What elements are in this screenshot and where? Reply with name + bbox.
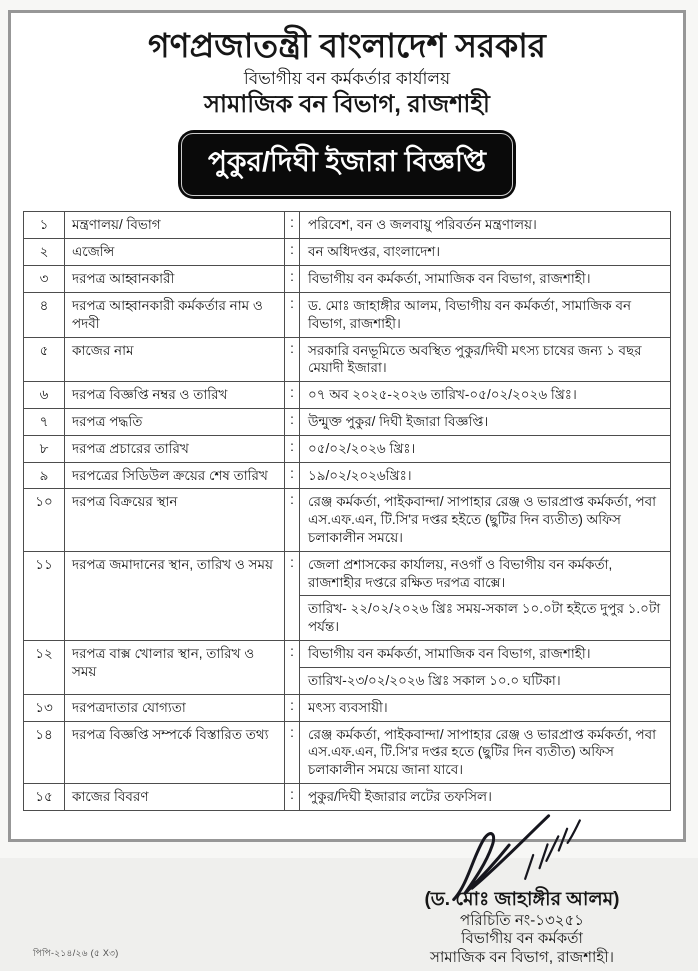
table-row (24, 408, 671, 435)
serial-cell: ১৩ (24, 694, 65, 721)
serial-cell: ১১ (24, 551, 65, 640)
value-text: বিভাগীয় বন কর্মকর্তা, সামাজিক বন বিভাগ, রাজশাহী। (308, 646, 591, 662)
colon-cell: : (285, 382, 300, 409)
value-cell (300, 239, 671, 266)
value-cell (300, 435, 671, 462)
value-text: জেলা প্রশাসকের কার্যালয়, নওগাঁ ও বিভাগীয় বন কর্মকর্তা, রাজশাহীর দপ্তরে রক্ষিত দরপত্র বাক্সে। (308, 556, 613, 590)
value-text: ড. মোঃ জাহাঙ্গীর আলম, বিভাগীয় বন কর্মকর্তা, সামাজিক বন বিভাগ, রাজশাহী। (308, 297, 632, 331)
value-cell (300, 408, 671, 435)
colon-cell: : (285, 292, 300, 337)
document-header (23, 25, 671, 199)
colon-cell: : (285, 212, 300, 239)
label-cell: মন্ত্রণালয়/ বিভাগ (65, 212, 285, 239)
colon-cell: : (285, 721, 300, 783)
serial-cell: ১২ (24, 641, 65, 695)
value-text: পরিবেশ, বন ও জলবায়ু পরিবর্তন মন্ত্রণালয়। (308, 217, 537, 233)
colon-cell: : (285, 489, 300, 551)
table-row (24, 489, 671, 551)
value-cell (300, 292, 671, 337)
label-cell: দরপত্র জমাদানের স্থান, তারিখ ও সময় (65, 551, 285, 640)
serial-cell: ১৫ (24, 783, 65, 810)
table-row (24, 266, 671, 293)
value-text: সরকারি বনভূমিতে অবস্থিত পুকুর/দিঘী মৎস্য চাষের জন্য ১ বছর মেয়াদী ইজারা। (308, 342, 642, 376)
table-row (24, 721, 671, 783)
notice-title-wrap (23, 130, 671, 199)
table-row (24, 382, 671, 409)
table-row (24, 292, 671, 337)
value-cell (300, 721, 671, 783)
colon-cell: : (285, 551, 300, 640)
table-row (24, 239, 671, 266)
colon-cell: : (285, 783, 300, 810)
value-cell (300, 212, 671, 239)
colon-cell: : (285, 694, 300, 721)
serial-cell: ২ (24, 239, 65, 266)
value-cell (300, 641, 671, 695)
value-cell (300, 462, 671, 489)
office-name: বিভাগীয় বন কর্মকর্তার কার্যালয় (243, 69, 451, 89)
value-cell (300, 783, 671, 810)
value-text: রেঞ্জ কর্মকর্তা, পাইকবান্দা/ সাপাহার রেঞ্জ ও ভারপ্রাপ্ত কর্মকর্তা, পবা এস.এফ.এন, টি.সি'র দপ্তর হইতে (ছুটির দিন ব্যতীত) অফিস চলাকালীন সময়ে। (308, 494, 657, 545)
value-cell (300, 551, 671, 640)
colon-cell: : (285, 462, 300, 489)
notice-table (23, 211, 671, 810)
government-title: গণপ্রজাতন্ত্রী বাংলাদেশ সরকার (148, 27, 546, 64)
label-cell: দরপত্র বিক্রয়ের স্থান (65, 489, 285, 551)
document-footer (23, 813, 671, 971)
serial-cell: ৪ (24, 292, 65, 337)
table-row (24, 212, 671, 239)
label-cell: দরপত্রের সিডিউল ক্রয়ের শেষ তারিখ (65, 462, 285, 489)
colon-cell: : (285, 337, 300, 382)
table-row (24, 551, 671, 640)
value-text: রেঞ্জ কর্মকর্তা, পাইকবান্দা/ সাপাহার রেঞ্জ ও ভারপ্রাপ্ত কর্মকর্তা, পবা এস.এফ.এন, টি.সি'র দপ্তর হতে (ছুটির দিন ব্যতীত) অফিস চলাকালীন সময়ে জানা যাবে। (308, 726, 657, 778)
label-cell: কাজের নাম (65, 337, 285, 382)
value-text: ০৫/০২/২০২৬ খ্রিঃ। (308, 440, 416, 456)
label-cell: দরপত্র বাক্স খোলার স্থান, তারিখ ও সময় (65, 641, 285, 695)
colon-cell: : (285, 266, 300, 293)
value-cell (300, 489, 671, 551)
serial-cell: ৮ (24, 435, 65, 462)
label-cell: দরপত্রদাতার যোগ্যতা (65, 694, 285, 721)
value-text: মৎস্য ব্যবসায়ী। (308, 699, 388, 715)
label-cell: দরপত্র প্রচারের তারিখ (65, 435, 285, 462)
serial-cell: ৫ (24, 337, 65, 382)
table-row (24, 435, 671, 462)
table-row (24, 462, 671, 489)
value-subtext: তারিখ- ২২/০২/২০২৬ খ্রিঃ সময়-সকাল ১০.০টা হইতে দুপুর ১.০টা পর্যন্ত। (300, 595, 670, 640)
table-row (24, 694, 671, 721)
serial-cell: ১ (24, 212, 65, 239)
colon-cell: : (285, 435, 300, 462)
signatory-title: বিভাগীয় বন কর্মকর্তা (461, 930, 583, 948)
signature-block (377, 813, 667, 968)
signatory-office: সামাজিক বন বিভাগ, রাজশাহী। (430, 949, 614, 967)
label-cell: দরপত্র বিজ্ঞপ্তি নম্বর ও তারিখ (65, 382, 285, 409)
notice-title-box: পুকুর/দিঘী ইজারা বিজ্ঞপ্তি (178, 130, 516, 199)
division-name: সামাজিক বন বিভাগ, রাজশাহী (204, 90, 490, 118)
value-subtext: তারিখ-২৩/০২/২০২৬ খ্রিঃ সকাল ১০.০ ঘটিকা। (300, 667, 670, 694)
value-text: ০৭ অব ২০২৫-২০২৬ তারিখ-০৫/০২/২০২৬ খ্রিঃ। (308, 387, 577, 403)
colon-cell: : (285, 408, 300, 435)
label-cell: এজেন্সি (65, 239, 285, 266)
label-cell: দরপত্র পদ্ধতি (65, 408, 285, 435)
label-cell: কাজের বিবরণ (65, 783, 285, 810)
label-cell: দরপত্র আহ্বানকারী (65, 266, 285, 293)
value-cell (300, 694, 671, 721)
label-cell: দরপত্র বিজ্ঞপ্তি সম্পর্কে বিস্তারিত তথ্য (65, 721, 285, 783)
footnote-reference: পিপি-২১৪/২৬ (৫ X৩) (33, 947, 119, 958)
value-text: বন অধিদপ্তর, বাংলাদেশ। (308, 244, 441, 260)
table-row (24, 641, 671, 695)
value-text: পুকুর/দিঘী ইজারার লটের তফসিল। (308, 788, 492, 804)
signatory-name: (ড. মোঃ জাহাঙ্গীর আলম) (424, 888, 620, 910)
serial-cell: ১৪ (24, 721, 65, 783)
serial-cell: ৭ (24, 408, 65, 435)
serial-cell: ১০ (24, 489, 65, 551)
serial-cell: ৯ (24, 462, 65, 489)
value-text: বিভাগীয় বন কর্মকর্তা, সামাজিক বন বিভাগ, রাজশাহী। (308, 271, 591, 287)
signatory-id: পরিচিতি নং-১৩২৫১ (460, 911, 584, 929)
value-cell (300, 266, 671, 293)
value-cell (300, 337, 671, 382)
serial-cell: ৬ (24, 382, 65, 409)
document-frame (8, 10, 686, 967)
value-text: ১৯/০২/২০২৬খ্রিঃ। (308, 467, 412, 483)
colon-cell: : (285, 239, 300, 266)
serial-cell: ৩ (24, 266, 65, 293)
table-row (24, 337, 671, 382)
colon-cell: : (285, 641, 300, 695)
label-cell: দরপত্র আহ্বানকারী কর্মকর্তার নাম ও পদবী (65, 292, 285, 337)
value-text: উন্মুক্ত পুকুর/ দিঘী ইজারা বিজ্ঞপ্তি। (308, 413, 489, 429)
value-cell (300, 382, 671, 409)
